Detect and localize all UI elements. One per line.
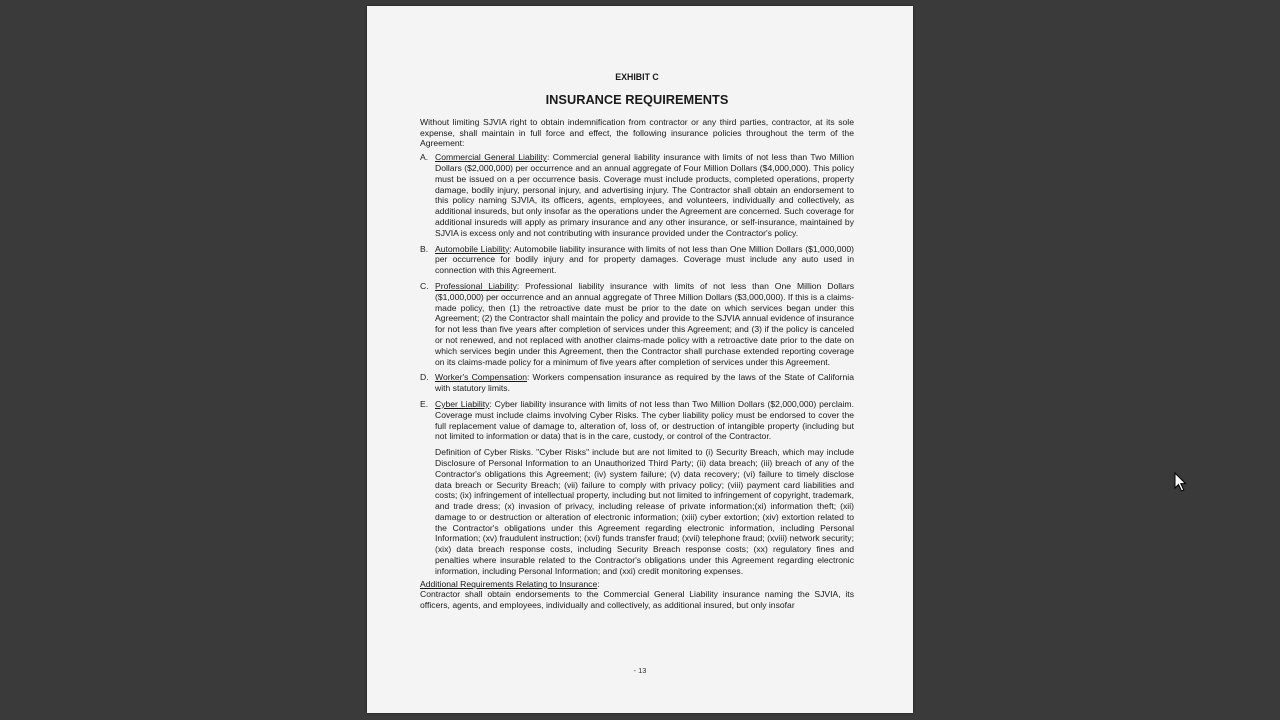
additional-requirements-heading-line <box>420 579 854 590</box>
clause-text: : Automobile liability insurance with limits of not less than One Million Dollars ($1,000,000) per occurrence for bodily injury and for property damages. Coverage must include any auto used in connection with this Agreement. <box>435 243 854 276</box>
additional-requirements-text: Contractor shall obtain endorsements to the Commercial General Liability insurance naming the SJVIA, its officers, agents, and employees, individually and collectively, as additional insured, but only insofar <box>420 589 854 611</box>
clause-text: : Cyber liability insurance with limits of not less than Two Million Dollars ($2,000,000) perclaim. Coverage must include claims involving Cyber Risks. The cyber liability policy must be endorsed to cover the full replacement value of damage to, alteration of, loss of, or destruction of intangible property (including but not limited to information or data) that is in the care, custody, or control of the Contractor. <box>435 398 854 442</box>
page-number: - 13 <box>633 666 647 675</box>
clause-body <box>435 399 854 442</box>
page-title: INSURANCE REQUIREMENTS <box>545 91 729 107</box>
clause-text: : Professional liability insurance with limits of not less than One Million Dollars ($1,000,000) per occurrence and an annual aggregate of Three Million Dollars ($3,000,000). If this is a claims-made policy, then (1) the retroactive date must be prior to the date on which services began under this Agreement; (2) the Contractor shall maintain the policy and provide to the SJVIA annual evidence of insurance for not less than five years after completion of services under this Agreement; and (3) if the policy is canceled or not renewed, and not replaced with another claims-made policy with a retroactive date prior to the date on which services begin under this Agreement, then the Contractor shall purchase extended reporting coverage on its claims-made policy for a minimum of five years after completion of services under this Agreement. <box>435 280 854 367</box>
clause-letter: E. <box>420 398 429 409</box>
clause-heading: Professional Liability <box>435 280 517 291</box>
page-content <box>420 72 854 611</box>
clause-heading: Commercial General Liability <box>435 152 547 163</box>
clause-b <box>420 244 854 276</box>
clause-c <box>420 281 854 367</box>
clause-d <box>420 372 854 394</box>
intro-paragraph: Without limiting SJVIA right to obtain indemnification from contractor or any third parties, contractor, at its sole expense, shall maintain in full force and effect, the following insurance policies throughout the term of the Agreement: <box>420 116 854 149</box>
clause-text: : Workers compensation insurance as required by the laws of the State of California with statutory limits. <box>435 372 854 394</box>
additional-requirements-heading: Additional Requirements Relating to Insurance <box>420 578 598 589</box>
clause-heading: Automobile Liability <box>435 243 510 254</box>
clause-body <box>435 244 854 276</box>
clause-text: : Commercial general liability insurance with limits of not less than Two Million Dollars ($2,000,000) per occurrence and an annual aggregate of Four Million Dollars ($4,000,000). This policy must be issued on a per occurrence basis. Coverage must include products, completed operations, property damage, bodily injury, personal injury, and advertising injury. The Contractor shall obtain an endorsement to this policy naming SJVIA, its officers, agents, employees, and volunteers, individually and collectively, as additional insureds, but only insofar as the operations under the Agreement are concerned. Such coverage for additional insureds will apply as primary insurance and any other insurance, or self-insurance, maintained by SJVIA is excess only and not contributing with insurance provided under the Contractor's policy. <box>435 152 854 238</box>
clause-body <box>435 281 854 367</box>
exhibit-label: EXHIBIT C <box>615 72 659 82</box>
clause-a <box>420 152 854 238</box>
clause-heading: Cyber Liability <box>435 398 490 409</box>
clause-body <box>435 372 854 394</box>
cyber-risks-definition: Definition of Cyber Risks. "Cyber Risks" include but are not limited to (i) Security Breach, which may include Disclosure of Personal Information to an Unauthorized Third Party; (ii) data breach; (iii) breach of any of the Contractor's obligations this Agreement; (iv) system failure; (v) data recovery; (vi) failure to timely disclose data breach or Security Breach; (vii) failure to comply with privacy policy; (viii) payment card liabilities and costs; (ix) infringement of intellectual property, including but not limited to infringement of copyright, trademark, and trade dress; (x) invasion of privacy, including release of private information;(xi) information theft; (xii) damage to or destruction or alteration of electronic information; (xiii) cyber extortion; (xiv) extortion related to the Contractor's obligations under this Agreement regarding electronic information, including Personal Information; (xv) fraudulent instruction; (xvi) funds transfer fraud; (xvii) telephone fraud; (xviii) network security; (xix) data breach response costs, including Security Breach response costs; (xx) regulatory fines and penalties where insurable related to the Contractor's obligations under this Agreement regarding electronic information, including Personal Information; and (xxi) credit monitoring expenses. <box>435 447 854 576</box>
document-page <box>367 6 913 713</box>
clause-heading: Worker's Compensation <box>435 372 528 383</box>
clause-letter: B. <box>420 243 429 254</box>
mouse-cursor-icon <box>1174 472 1188 492</box>
clause-letter: D. <box>420 372 429 383</box>
clause-letter: C. <box>420 280 429 291</box>
clause-letter: A. <box>420 152 429 163</box>
clause-e <box>420 399 854 442</box>
heading-colon: : <box>597 578 600 589</box>
clause-body <box>435 152 854 238</box>
